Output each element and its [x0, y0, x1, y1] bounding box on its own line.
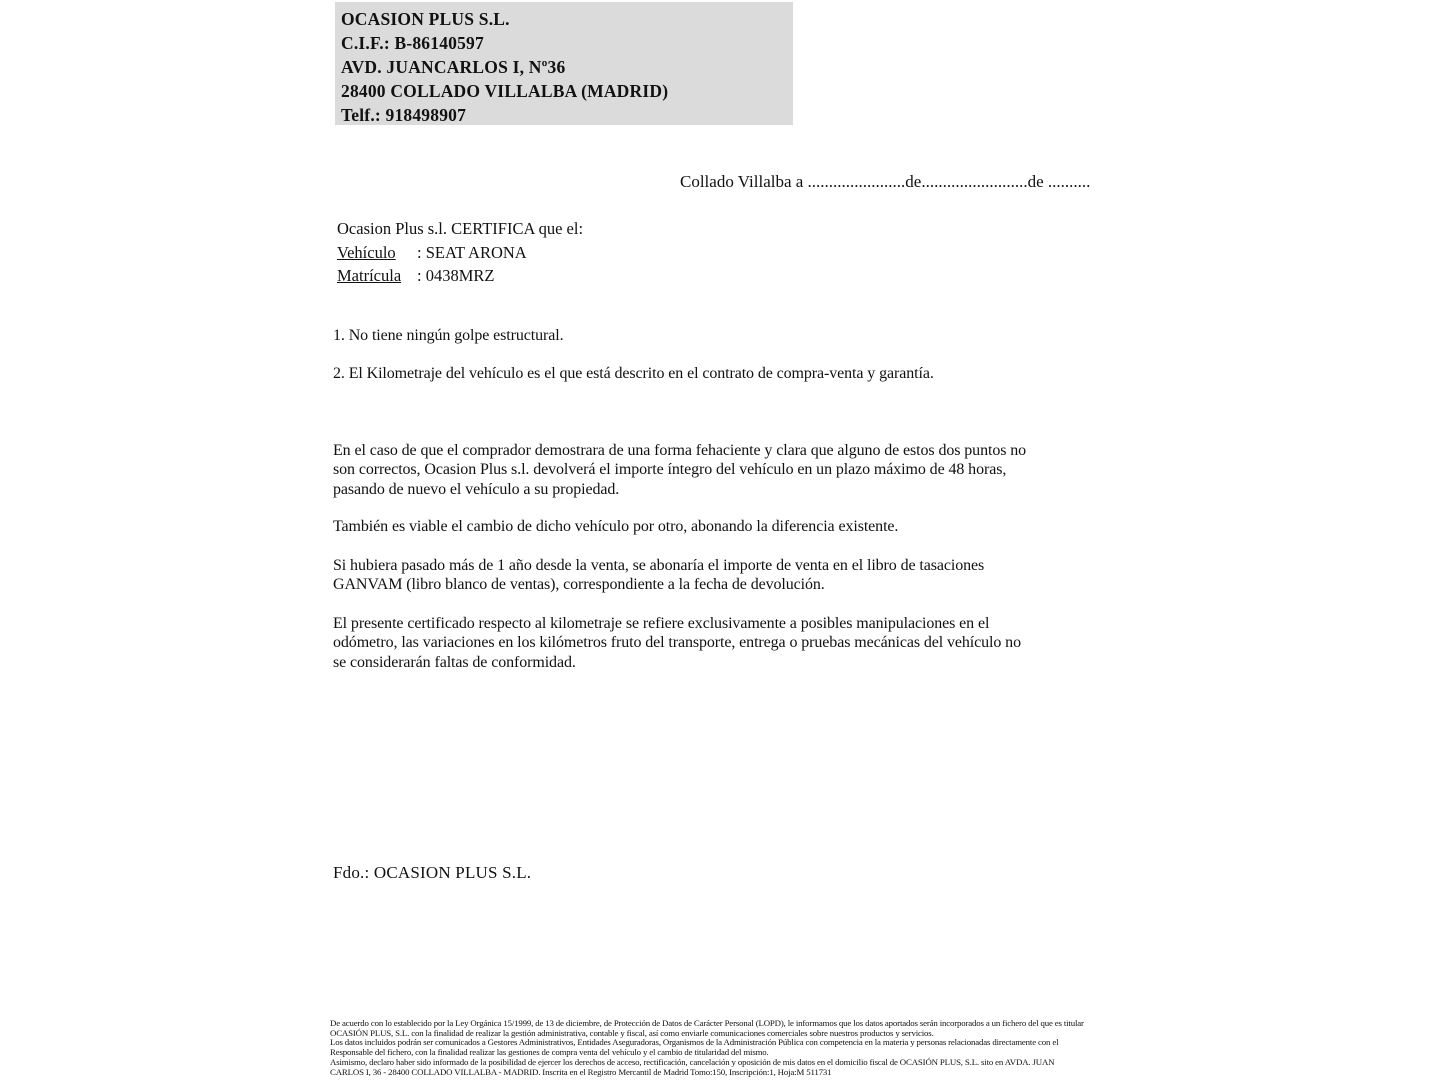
company-city: 28400 COLLADO VILLALBA (MADRID): [341, 81, 669, 101]
signature-line: Fdo.: OCASION PLUS S.L.: [333, 863, 532, 882]
odometer-paragraph-line: odómetro, las variaciones en los kilómetros fruto del transporte, entrega o pruebas mecánicas del vehículo no: [333, 634, 1021, 652]
odometer-paragraph-line: El presente certificado respecto al kilometraje se refiere exclusivamente a posibles manipulaciones en el: [333, 615, 990, 632]
plate-label: Matrícula: [337, 266, 402, 285]
company-address: AVD. JUANCARLOS I, Nº36: [341, 57, 566, 77]
exchange-paragraph: [333, 517, 898, 536]
vehicle-value: : SEAT ARONA: [417, 242, 527, 262]
condition-point-1: 1. No tiene ningún golpe estructural.: [333, 327, 564, 344]
odometer-paragraph-line: se considerarán faltas de conformidad.: [333, 653, 576, 671]
legal-footer-line: Los datos incluidos podrán ser comunicados a Gestores Administrativos, Entidades Aseguradoras, Organismos de la Administración Pública con competencia en la materia y personas relacionadas directamente con el: [330, 1037, 1059, 1048]
legal-footer-line: De acuerdo con lo establecido por la Ley Orgánica 15/1999, de 13 de diciembre, de Protección de Datos de Carácter Personal (LOPD), le informamos que los datos aportados serán incorporados a un fichero del que es titular: [330, 1018, 1084, 1028]
company-name: OCASION PLUS S.L.: [341, 9, 510, 29]
ganvam-paragraph-line: Si hubiera pasado más de 1 año desde la venta, se abonaría el importe de venta en el libro de tasaciones: [333, 557, 985, 574]
certification-intro: Ocasion Plus s.l. CERTIFICA que el:: [337, 219, 584, 238]
refund-paragraph-line: pasando de nuevo el vehículo a su propiedad.: [333, 480, 620, 498]
refund-paragraph-line: son correctos, Ocasion Plus s.l. devolverá el importe íntegro del vehículo en un plazo máximo de 48 horas,: [333, 461, 1007, 479]
legal-footer: [330, 1019, 1084, 1077]
plate-row: [337, 264, 583, 288]
date-blank-line: Collado Villalba a .......................de.........................de ..........: [680, 172, 1091, 191]
condition-point-2: 2. El Kilometraje del vehículo es el que está descrito en el contrato de compra-venta y garantía.: [333, 365, 934, 382]
ganvam-paragraph-line: GANVAM (libro blanco de ventas), correspondiente a la fecha de devolución.: [333, 576, 825, 594]
legal-footer-line: CARLOS I, 36 - 28400 COLLADO VILLALBA - MADRID. Inscrita en el Registro Mercantil de Madrid Tomo:150, Inscripción:1, Hoja:M 511731: [330, 1066, 832, 1077]
odometer-paragraph: [333, 614, 1021, 672]
certification-block: [337, 217, 583, 288]
exchange-paragraph-line: También es viable el cambio de dicho vehículo por otro, abonando la diferencia existente.: [333, 518, 899, 535]
legal-footer-line: Asimismo, declaro haber sido informado de la posibilidad de ejercer los derechos de acceso, rectificación, cancelación y oposición de mis datos en el domicilio fiscal de OCASIÓN PLUS, S.L. sito en AVDA. JUAN: [330, 1056, 1055, 1067]
company-header-box: [335, 2, 793, 125]
refund-paragraph-line: En el caso de que el comprador demostrara de una forma fehaciente y clara que alguno de estos dos puntos no: [333, 442, 1027, 459]
legal-footer-line: Responsable del fichero, con la finalidad realizar las gestiones de compra venta del vehículo y el cambio de titularidad del mismo.: [330, 1047, 769, 1058]
plate-value: : 0438MRZ: [417, 266, 495, 285]
ganvam-paragraph: [333, 556, 984, 595]
vehicle-row: [337, 241, 583, 265]
legal-footer-line: OCASIÓN PLUS, S.L. con la finalidad de realizar la gestión administrativa, contable y fiscal, así como enviarle comunicaciones comerciales sobre nuestros productos y servicios.: [330, 1027, 934, 1038]
company-phone: Telf.: 918498907: [341, 105, 467, 125]
company-cif: C.I.F.: B-86140597: [341, 33, 484, 53]
vehicle-label: Vehículo: [337, 242, 396, 262]
refund-paragraph: [333, 441, 1026, 499]
